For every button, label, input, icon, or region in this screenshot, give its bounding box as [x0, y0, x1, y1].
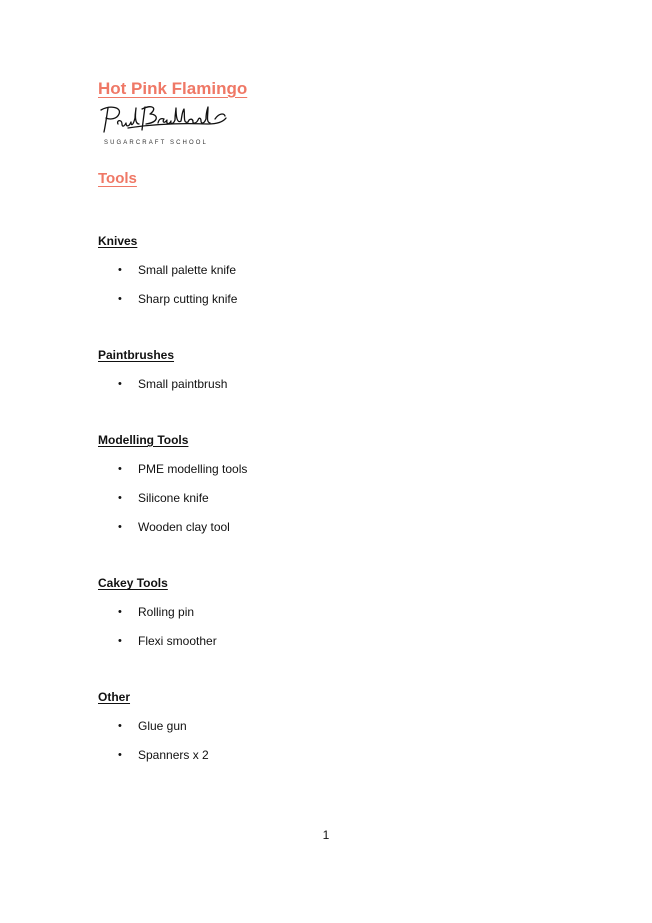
bullet-icon: •: [118, 264, 122, 276]
list-item-label: Wooden clay tool: [138, 520, 230, 534]
group-heading-modelling-tools: Modelling Tools: [98, 433, 189, 447]
logo-subtitle: SUGARCRAFT SCHOOL: [104, 140, 208, 146]
group-heading-knives: Knives: [98, 234, 138, 248]
list-item: [118, 719, 187, 733]
list-item-label: Silicone knife: [138, 491, 209, 505]
bullet-icon: •: [118, 378, 122, 390]
list-item: [118, 263, 236, 277]
list-item-label: Sharp cutting knife: [138, 292, 238, 306]
signature-logo-icon: [98, 104, 238, 140]
list-item: [118, 292, 237, 306]
section-title-tools: Tools: [98, 170, 137, 187]
group-heading-paintbrushes: Paintbrushes: [98, 348, 175, 362]
list-item: [118, 748, 209, 762]
list-item-label: Glue gun: [138, 719, 187, 733]
document-title: Hot Pink Flamingo: [98, 79, 248, 98]
list-item: [118, 462, 247, 476]
list-item: [118, 605, 194, 619]
list-item-label: Spanners x 2: [138, 748, 209, 762]
list-item-label: Flexi smoother: [138, 634, 217, 648]
group-heading-cakey-tools: Cakey Tools: [98, 576, 168, 590]
list-item-label: Small paintbrush: [138, 377, 228, 391]
list-item: [118, 634, 217, 648]
list-item-label: Small palette knife: [138, 263, 237, 277]
list-item-label: PME modelling tools: [138, 462, 248, 476]
paul-bradford-logo: [98, 104, 238, 150]
bullet-icon: •: [118, 606, 122, 618]
page-number: 1: [322, 828, 330, 842]
list-item: [118, 377, 227, 391]
list-item-label: Rolling pin: [138, 605, 195, 619]
bullet-icon: •: [118, 463, 122, 475]
bullet-icon: •: [118, 293, 122, 305]
group-heading-other: Other: [98, 690, 131, 704]
bullet-icon: •: [118, 720, 122, 732]
bullet-icon: •: [118, 521, 122, 533]
list-item: [118, 520, 230, 534]
bullet-icon: •: [118, 635, 122, 647]
bullet-icon: •: [118, 492, 122, 504]
list-item: [118, 491, 209, 505]
bullet-icon: •: [118, 749, 122, 761]
